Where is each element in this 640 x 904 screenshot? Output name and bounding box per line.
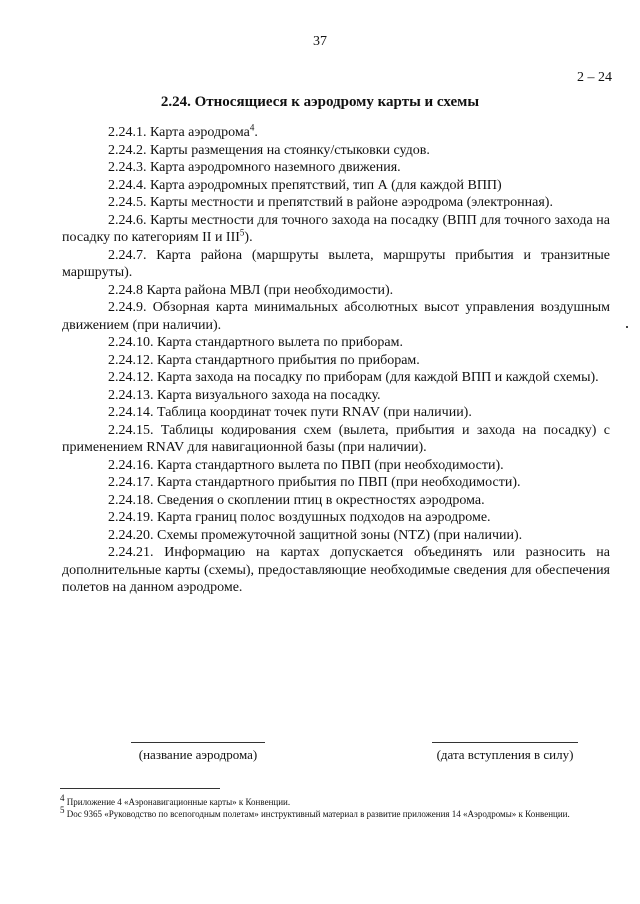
- list-item: 2.24.20. Схемы промежуточной защитной зоны (NTZ) (при наличии).: [108, 527, 523, 543]
- list-item: 2.24.3. Карта аэродромного наземного движения.: [108, 160, 401, 175]
- footnotes: [60, 793, 616, 820]
- signature-aerodrome-name: [128, 742, 268, 763]
- signature-effective-date: [430, 742, 580, 763]
- footnote: $^4$ Приложение 4 «Аэронавигационные карты» к Конвенции.: [60, 793, 291, 807]
- footnote-separator: [60, 788, 220, 789]
- list-item: 2.24.14. Таблица координат точек пути RNAV (при наличии).: [108, 405, 472, 420]
- section-title: 2.24. Относящиеся к аэродрому карты и схемы: [160, 94, 480, 110]
- signature-line: [432, 742, 578, 743]
- list-item: 2.24.17. Карта стандартного прибытия по ПВП (при необходимости).: [108, 475, 521, 490]
- list-item: 2.24.16. Карта стандартного вылета по ПВП (при необходимости).: [108, 457, 504, 473]
- footnote: $^5$ Doc 9365 «Руководство по всепогодным полетам» инструктивный материал в развитие приложения 14 «Аэродромы» к Конвенции.: [60, 805, 570, 819]
- list-item: 2.24.12. Карта захода на посадку по приборам (для каждой ВПП и каждой схемы).: [108, 370, 599, 385]
- scan-speck: [626, 326, 628, 328]
- list-item: 2.24.13. Карта визуального захода на посадку.: [108, 387, 381, 403]
- list-item: 2.24.12. Карта стандартного прибытия по приборам.: [108, 352, 420, 368]
- section-code: 2 – 24: [577, 70, 612, 85]
- list-item: 2.24.7. Карта района (маршруты вылета, маршруты прибытия и транзитные маршруты).: [62, 247, 610, 280]
- list-item: 2.24.9. Обзорная карта минимальных абсолютных высот управления воздушным движением (при наличии).: [62, 300, 610, 333]
- list-item: 2.24.18. Сведения о скоплении птиц в окрестностях аэродрома.: [108, 492, 485, 508]
- signature-label: (дата вступления в силу): [436, 747, 574, 762]
- page-number: 37: [313, 34, 327, 49]
- signature-line: [131, 742, 265, 743]
- list-item: 2.24.8 Карта района МВЛ (при необходимости).: [108, 282, 394, 298]
- list-item: 2.24.2. Карты размещения на стоянку/стыковки судов.: [108, 142, 430, 158]
- item-list: [62, 124, 610, 597]
- list-item: 2.24.15. Таблицы кодирования схем (вылета, прибытия и захода на посадку) с применением RNAV для навигационной базы (при наличии).: [62, 422, 610, 455]
- list-item: 2.24.6. Карты местности для точного захода на посадку (ВПП для точного захода на посадку по категориям II и III$^5$).: [62, 212, 610, 245]
- list-item: 2.24.19. Карта границ полос воздушных подходов на аэродроме.: [108, 510, 491, 525]
- list-item: 2.24.21. Информацию на картах допускается объединять или разносить на дополнительные карты (схемы), предоставляющие необходимые сведения для обеспечения полетов на данном аэродроме.: [62, 545, 610, 595]
- list-item: 2.24.10. Карта стандартного вылета по приборам.: [108, 335, 403, 350]
- list-item: 2.24.4. Карта аэродромных препятствий, тип А (для каждой ВПП): [108, 177, 502, 193]
- signature-label: (название аэродрома): [138, 747, 258, 762]
- list-item: 2.24.5. Карты местности и препятствий в районе аэродрома (электронная).: [108, 195, 553, 210]
- list-item: 2.24.1. Карта аэродрома$^4$.: [108, 122, 258, 140]
